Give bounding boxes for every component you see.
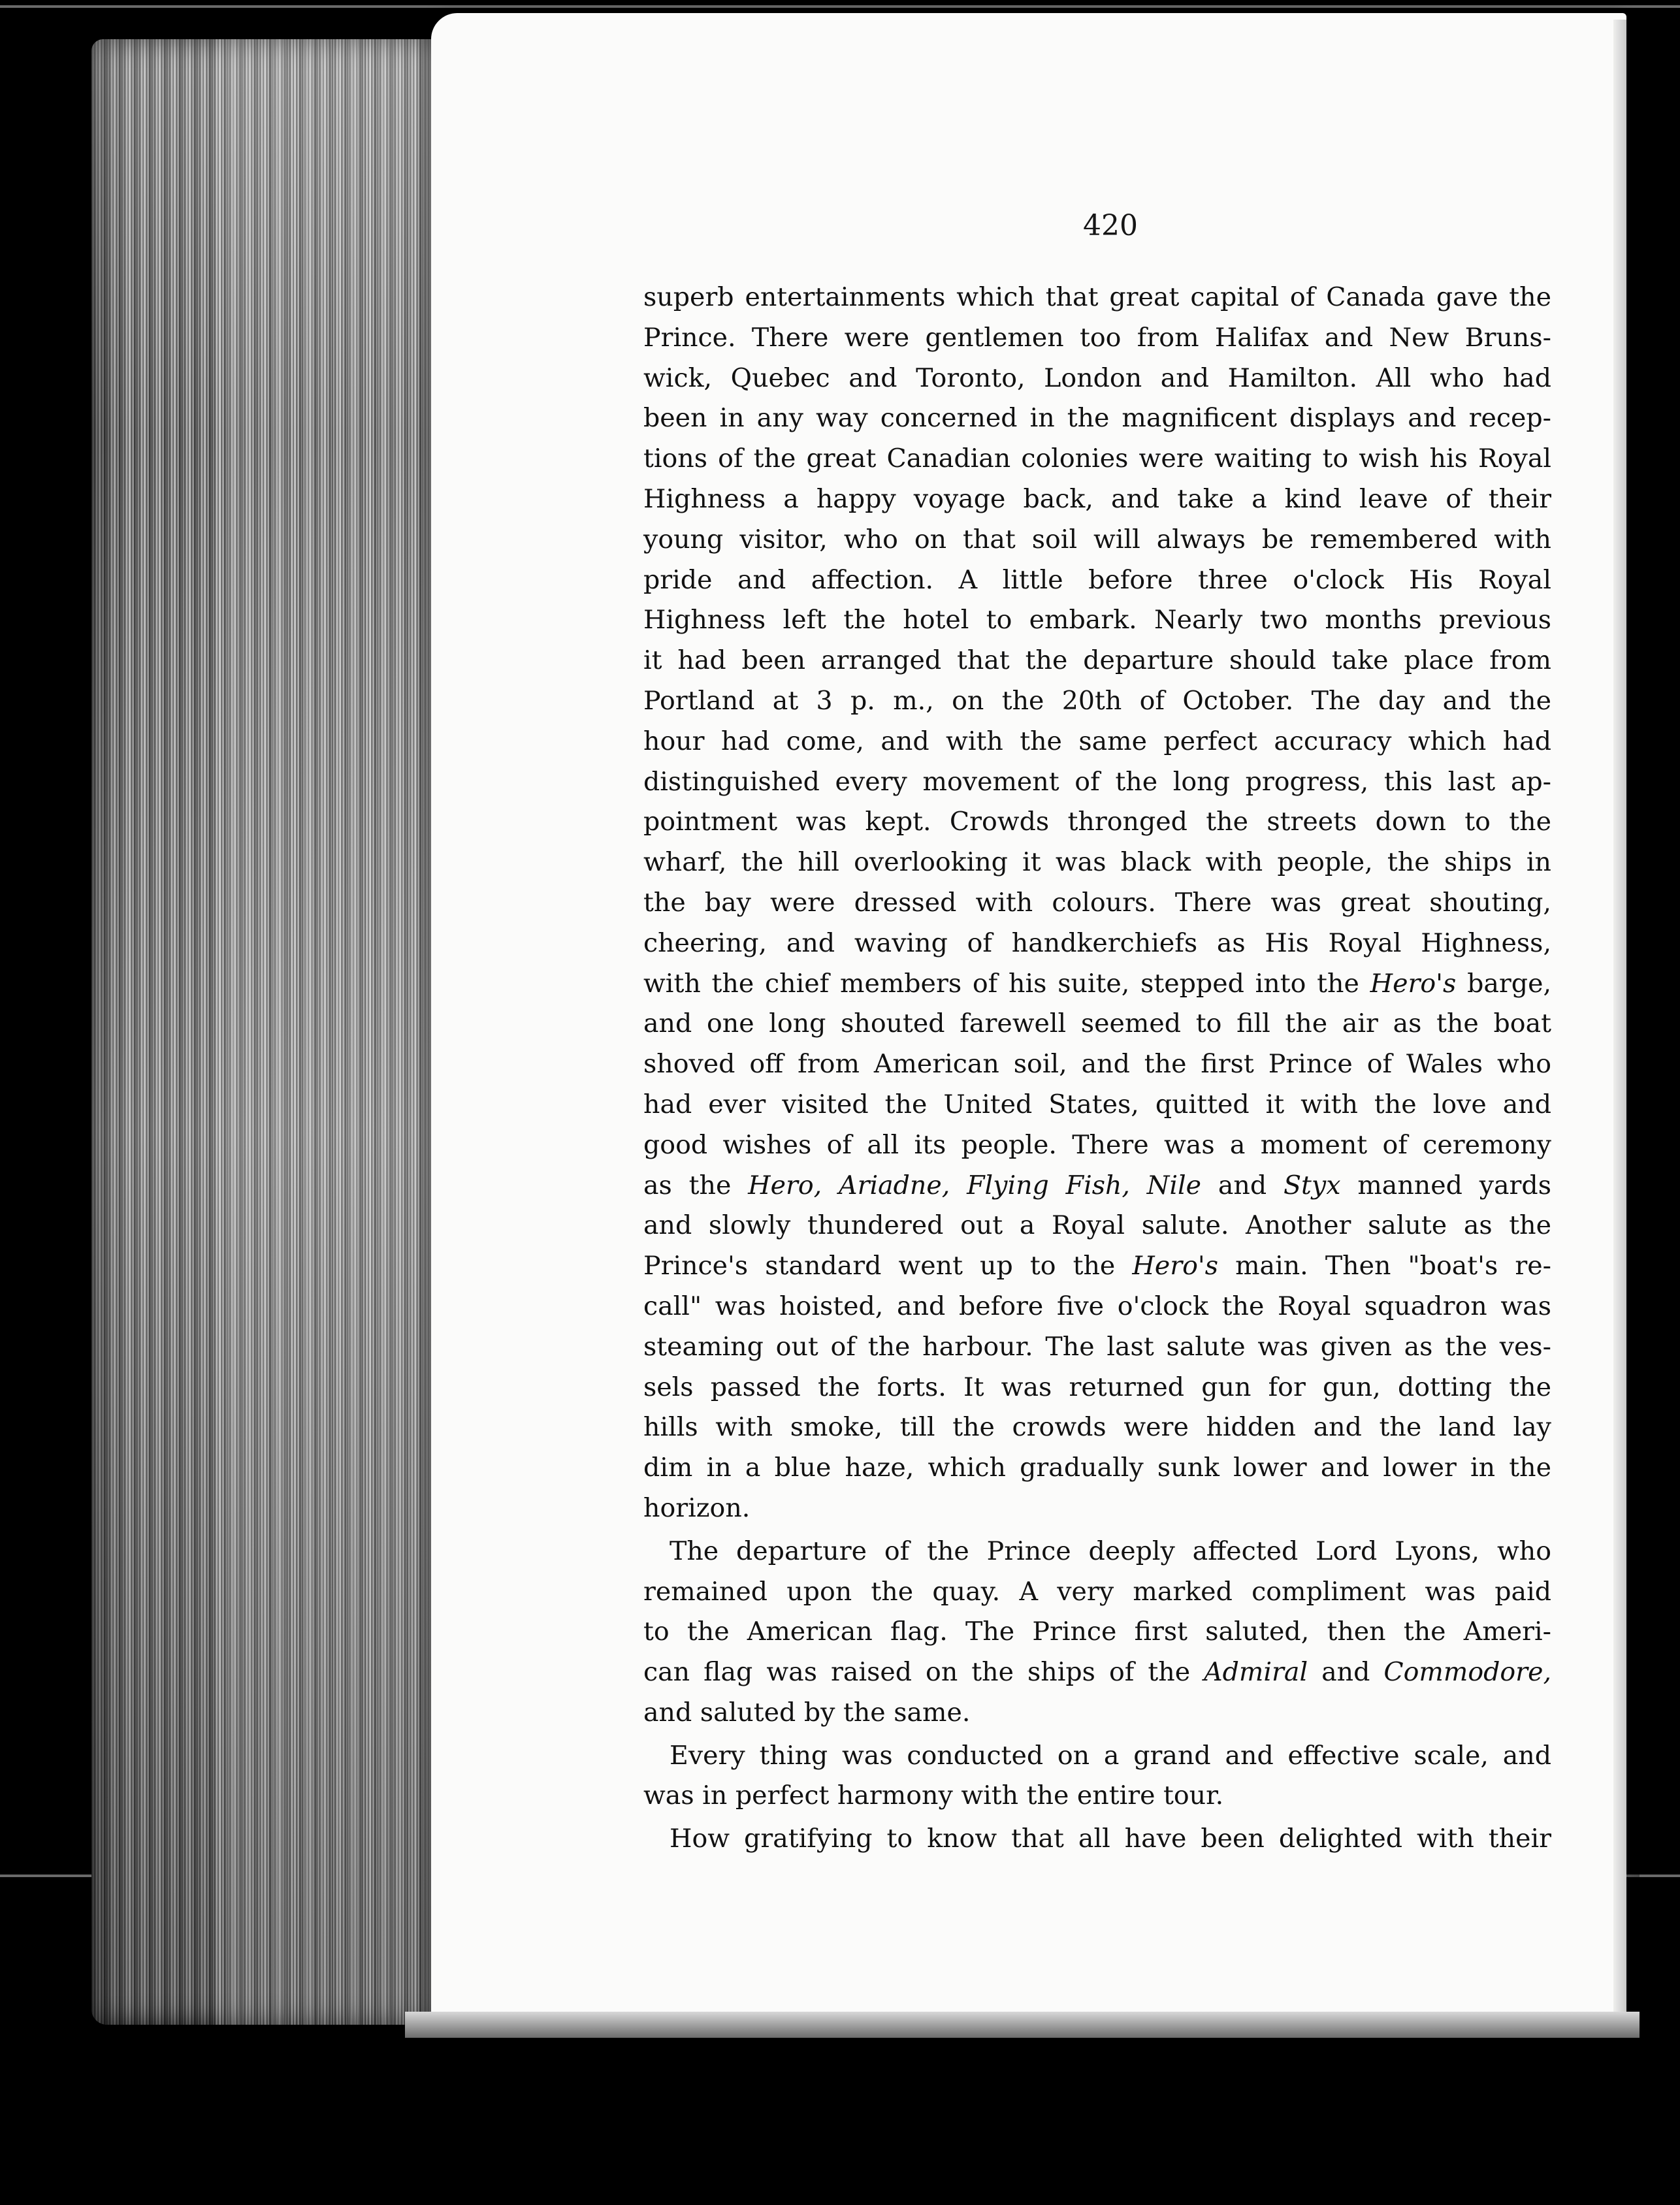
text-line — [643, 560, 1551, 601]
text-line — [643, 1652, 1551, 1693]
text-run: distinguished every movement of the long progress, this last ap- — [643, 766, 1551, 797]
text-run: Every thing was conducted on a grand and effective scale, and — [670, 1740, 1551, 1771]
text-run: it had been arranged that the departure should take place from — [643, 645, 1551, 676]
text-run: main. Then "boat's re- — [1218, 1251, 1551, 1281]
text-run: barge, — [1456, 968, 1552, 999]
text-line — [643, 1004, 1551, 1044]
text-line — [643, 681, 1551, 722]
text-run: call" was hoisted, and before five o'clock the Royal squadron was — [643, 1291, 1551, 1321]
text-line — [643, 1572, 1551, 1613]
text-line — [643, 318, 1551, 359]
text-run: How gratifying to know that all have been delighted with their — [670, 1824, 1551, 1854]
text-run: The departure of the Prince deeply affected Lord Lyons, who — [670, 1536, 1551, 1566]
text-line — [643, 1044, 1551, 1085]
page-right-shadow — [1613, 20, 1640, 2038]
text-run: hour had come, and with the same perfect accuracy which had — [643, 726, 1551, 756]
text-run: steaming out of the harbour. The last salute was given as the ves- — [643, 1331, 1551, 1362]
text-run: remained upon the quay. A very marked compliment was paid — [643, 1576, 1551, 1607]
film-frame-line-top — [0, 5, 1680, 8]
text-line — [643, 1776, 1551, 1816]
text-run: had ever visited the United States, quitted it with the love and — [643, 1089, 1551, 1119]
text-line — [643, 1368, 1551, 1408]
text-run: as the — [643, 1170, 749, 1200]
text-line — [643, 1532, 1551, 1572]
text-line — [643, 359, 1551, 399]
text-run: to the American flag. The Prince first saluted, then the Ameri- — [643, 1617, 1551, 1647]
text-line — [643, 1327, 1551, 1368]
italic-text: Hero, Ariadne, Flying Fish, Nile — [748, 1170, 1202, 1200]
text-line — [643, 1819, 1551, 1859]
text-line — [643, 1693, 1551, 1733]
body-text — [643, 278, 1551, 1859]
text-run: manned yards — [1340, 1170, 1551, 1200]
text-line — [643, 1206, 1551, 1246]
italic-text: Commodore, — [1383, 1657, 1551, 1688]
text-run: and saluted by the same. — [643, 1697, 971, 1728]
text-line — [643, 843, 1551, 883]
text-line — [643, 278, 1551, 318]
text-line — [643, 439, 1551, 479]
text-line — [643, 600, 1551, 641]
text-run: cheering, and waving of handkerchiefs as His Royal Highness, — [643, 927, 1551, 958]
book-page-edges-highlight — [216, 39, 444, 2025]
italic-text: Hero's — [1370, 968, 1457, 999]
text-line — [643, 1085, 1551, 1125]
text-run: was in perfect harmony with the entire tour. — [643, 1780, 1224, 1811]
text-run: and one long shouted farewell seemed to fill the air as the boat — [643, 1008, 1551, 1039]
text-line — [643, 762, 1551, 803]
text-run: and — [1201, 1170, 1284, 1200]
text-line — [643, 883, 1551, 924]
text-line — [643, 1125, 1551, 1166]
text-run: wick, Quebec and Toronto, London and Hamilton. All who had — [643, 362, 1551, 393]
text-run: dim in a blue haze, which gradually sunk lower and lower in the — [643, 1453, 1551, 1483]
text-line — [643, 479, 1551, 520]
text-line — [643, 1287, 1551, 1327]
paragraph — [643, 1532, 1551, 1733]
text-run: Prince. There were gentlemen too from Halifax and New Bruns- — [643, 322, 1551, 353]
text-run: Highness a happy voyage back, and take a kind leave of their — [643, 483, 1551, 514]
text-run: good wishes of all its people. There was a moment of ceremony — [643, 1129, 1551, 1160]
text-line — [643, 1489, 1551, 1529]
page-number: 420 — [1083, 209, 1138, 242]
italic-text: Hero's — [1132, 1251, 1219, 1281]
text-run: young visitor, who on that soil will always be remembered with — [643, 524, 1551, 555]
paragraph — [643, 1819, 1551, 1859]
text-run: can flag was raised on the ships of the — [643, 1657, 1204, 1688]
page-bottom-edge — [405, 2012, 1640, 2038]
italic-text: Admiral — [1204, 1657, 1308, 1688]
text-line — [643, 802, 1551, 843]
text-line — [643, 924, 1551, 964]
text-run: superb entertainments which that great capital of Canada gave the — [643, 282, 1551, 312]
text-line — [643, 1246, 1551, 1287]
paragraph — [643, 278, 1551, 1529]
text-run: pointment was kept. Crowds thronged the streets down to the — [643, 807, 1551, 837]
text-run: and — [1308, 1657, 1384, 1688]
text-line — [643, 1448, 1551, 1489]
text-line — [643, 641, 1551, 681]
text-line — [643, 1736, 1551, 1777]
text-run: tions of the great Canadian colonies were waiting to wish his Royal — [643, 443, 1551, 474]
text-line — [643, 1166, 1551, 1206]
text-run: the bay were dressed with colours. There was great shouting, — [643, 887, 1551, 918]
text-run: with the chief members of his suite, stepped into the — [643, 968, 1370, 999]
text-line — [643, 722, 1551, 762]
text-run: horizon. — [643, 1492, 751, 1523]
text-line — [643, 964, 1551, 1005]
text-run: sels passed the forts. It was returned gun for gun, dotting the — [643, 1372, 1551, 1402]
text-line — [643, 1408, 1551, 1448]
text-line — [643, 398, 1551, 439]
text-line — [643, 520, 1551, 560]
paragraph — [643, 1736, 1551, 1817]
text-run: Portland at 3 p. m., on the 20th of October. The day and the — [643, 685, 1551, 716]
text-run: and slowly thundered out a Royal salute. Another salute as the — [643, 1210, 1551, 1241]
italic-text: Styx — [1283, 1170, 1341, 1200]
text-line — [643, 1612, 1551, 1652]
text-run: pride and affection. A little before three o'clock His Royal — [643, 564, 1551, 595]
text-run: Highness left the hotel to embark. Nearly two months previous — [643, 605, 1551, 636]
text-run: hills with smoke, till the crowds were hidden and the land lay — [643, 1412, 1551, 1443]
text-run: Prince's standard went up to the — [643, 1251, 1133, 1281]
text-run: shoved off from American soil, and the first Prince of Wales who — [643, 1049, 1551, 1080]
text-run: been in any way concerned in the magnificent displays and recep- — [643, 403, 1551, 434]
text-run: wharf, the hill overlooking it was black with people, the ships in — [643, 847, 1551, 878]
